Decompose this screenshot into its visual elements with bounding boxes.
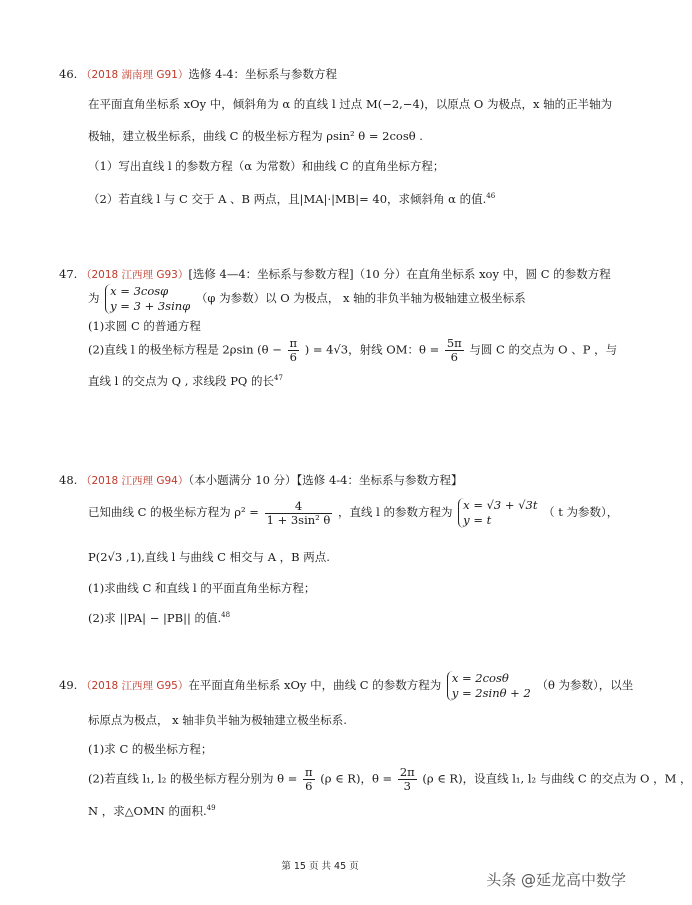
text: ，直线 l 的参数方程为	[338, 505, 453, 519]
problem-text: 标原点为极点， x 轴非负半轴为极轴建立极坐标系.	[88, 713, 347, 727]
problem-text: 极轴，建立极坐标系，曲线 C 的极坐标方程为 ρsin² θ = 2cosθ .	[88, 129, 423, 143]
question-2	[88, 188, 495, 207]
equation-y: y = 2sinθ + 2	[451, 686, 531, 700]
question-1: (1)求圆 C 的普通方程	[88, 319, 201, 333]
equation-x: x = √3 + √3t	[463, 498, 538, 512]
text: ) = 4√3，射线 OM：θ =	[304, 342, 440, 357]
problem-text	[88, 284, 526, 314]
denominator: 3	[403, 779, 411, 793]
text: 直线 l 的交点为 Q , 求线段 PQ 的长	[88, 373, 275, 388]
parametric-system	[105, 284, 190, 314]
text: 已知曲线 C 的极坐标方程为 ρ² =	[88, 505, 259, 519]
source-tag: （2018 江西理 G93）	[80, 269, 189, 281]
parametric-system	[458, 498, 537, 528]
text: 在平面直角坐标系 xOy 中，曲线 C 的参数方程为	[188, 678, 442, 692]
text: （ t 为参数），	[543, 505, 619, 519]
numerator: 2π	[399, 765, 415, 779]
topic: （本小题满分 10 分）【选修 4-4：坐标系与参数方程】	[188, 473, 463, 487]
topic: 选修 4-4：坐标系与参数方程	[188, 67, 338, 81]
numerator: 4	[265, 500, 333, 514]
problem-number: 49.	[59, 678, 78, 692]
source-tag: （2018 江西理 G95）	[80, 680, 189, 692]
fraction	[303, 766, 315, 793]
fraction	[265, 500, 333, 527]
question-2-text: （2）若直线 l 与 C 交于 A 、B 两点，且|MA|·|MB|= 40，求倾斜角 α 的值.	[88, 191, 487, 206]
problem-text	[88, 498, 618, 528]
problem-number: 48.	[59, 473, 78, 487]
problem-number: 47.	[59, 267, 78, 281]
denominator: 1 + 3sin² θ	[266, 512, 331, 527]
question-2-cont	[88, 800, 216, 819]
question-1: （1）写出直线 l 的参数方程（α 为常数）和曲线 C 的直角坐标方程；	[88, 159, 445, 173]
text: （θ 为参数），以坐	[536, 678, 634, 692]
problem-text: P(2√3 ,1),直线 l 与曲线 C 相交与 A ，B 两点.	[88, 550, 330, 564]
text: (ρ ∈ R)，设直线 l₁, l₂ 与曲线 C 的交点为 O ，M ，	[422, 771, 692, 786]
text: （φ 为参数）以 O 为极点， x 轴的非负半轴为极轴建立极坐标系	[195, 291, 526, 305]
footnote-marker: 49	[206, 804, 216, 812]
question-1: (1)求 C 的极坐标方程；	[88, 742, 213, 756]
numerator: π	[305, 765, 313, 779]
footnote-marker: 48	[221, 611, 231, 619]
numerator: 5π	[446, 336, 462, 350]
equation-x: x = 2cosθ	[451, 671, 509, 685]
page-footer: 第 15 页 共 45 页	[281, 861, 359, 872]
fraction	[445, 337, 464, 364]
text: (θ −	[257, 342, 282, 357]
denominator: 6	[450, 350, 458, 364]
text: 与圆 C 的交点为 O 、P ，与	[469, 342, 618, 357]
question-1: (1)求曲线 C 和直线 l 的平面直角坐标方程；	[88, 581, 316, 595]
problem-49-header	[59, 671, 633, 701]
fraction	[398, 766, 417, 793]
text: (2)求 ||PA| − |PB|| 的值.	[88, 610, 222, 625]
topic: [选修 4—4：坐标系与参数方程]（10 分）在直角坐标系 xoy 中，圆 C 的参数方程	[188, 267, 611, 281]
problem-text: 在平面直角坐标系 xOy 中，倾斜角为 α 的直线 l 过点 M(−2,−4)，以原点 O 为极点，x 轴的正半轴为	[88, 97, 613, 111]
numerator: π	[289, 336, 298, 350]
fraction	[288, 337, 300, 364]
question-2	[88, 607, 230, 626]
footnote-marker: 47	[274, 374, 283, 382]
source-tag: （2018 江西理 G94）	[80, 475, 189, 487]
question-2-cont	[88, 370, 283, 389]
question-2	[88, 766, 692, 793]
denominator: 6	[305, 779, 313, 793]
text: (2)若直线 l₁, l₂ 的极坐标方程分别为 θ =	[88, 771, 298, 786]
footnote-marker: 46	[486, 192, 496, 200]
source-tag: （2018 湖南理 G91）	[80, 69, 189, 81]
text: (ρ ∈ R)，θ =	[320, 771, 393, 786]
question-2	[88, 337, 617, 364]
problem-47-header	[59, 266, 611, 283]
text: (2)直线 l 的极坐标方程是 2ρsin	[88, 342, 254, 357]
parametric-system	[447, 671, 531, 701]
equation-y: y = 3 + 3sinφ	[110, 299, 191, 313]
text: N ，求△OMN 的面积.	[88, 803, 207, 818]
problem-46-header	[59, 66, 337, 83]
equation-y: y = t	[463, 513, 492, 527]
denominator: 6	[289, 350, 297, 364]
problem-number: 46.	[59, 67, 78, 81]
watermark: 头条 @延龙高中数学	[486, 871, 626, 889]
text: 为	[88, 291, 100, 305]
problem-48-header	[59, 472, 462, 489]
equation-x: x = 3cosφ	[110, 284, 169, 298]
